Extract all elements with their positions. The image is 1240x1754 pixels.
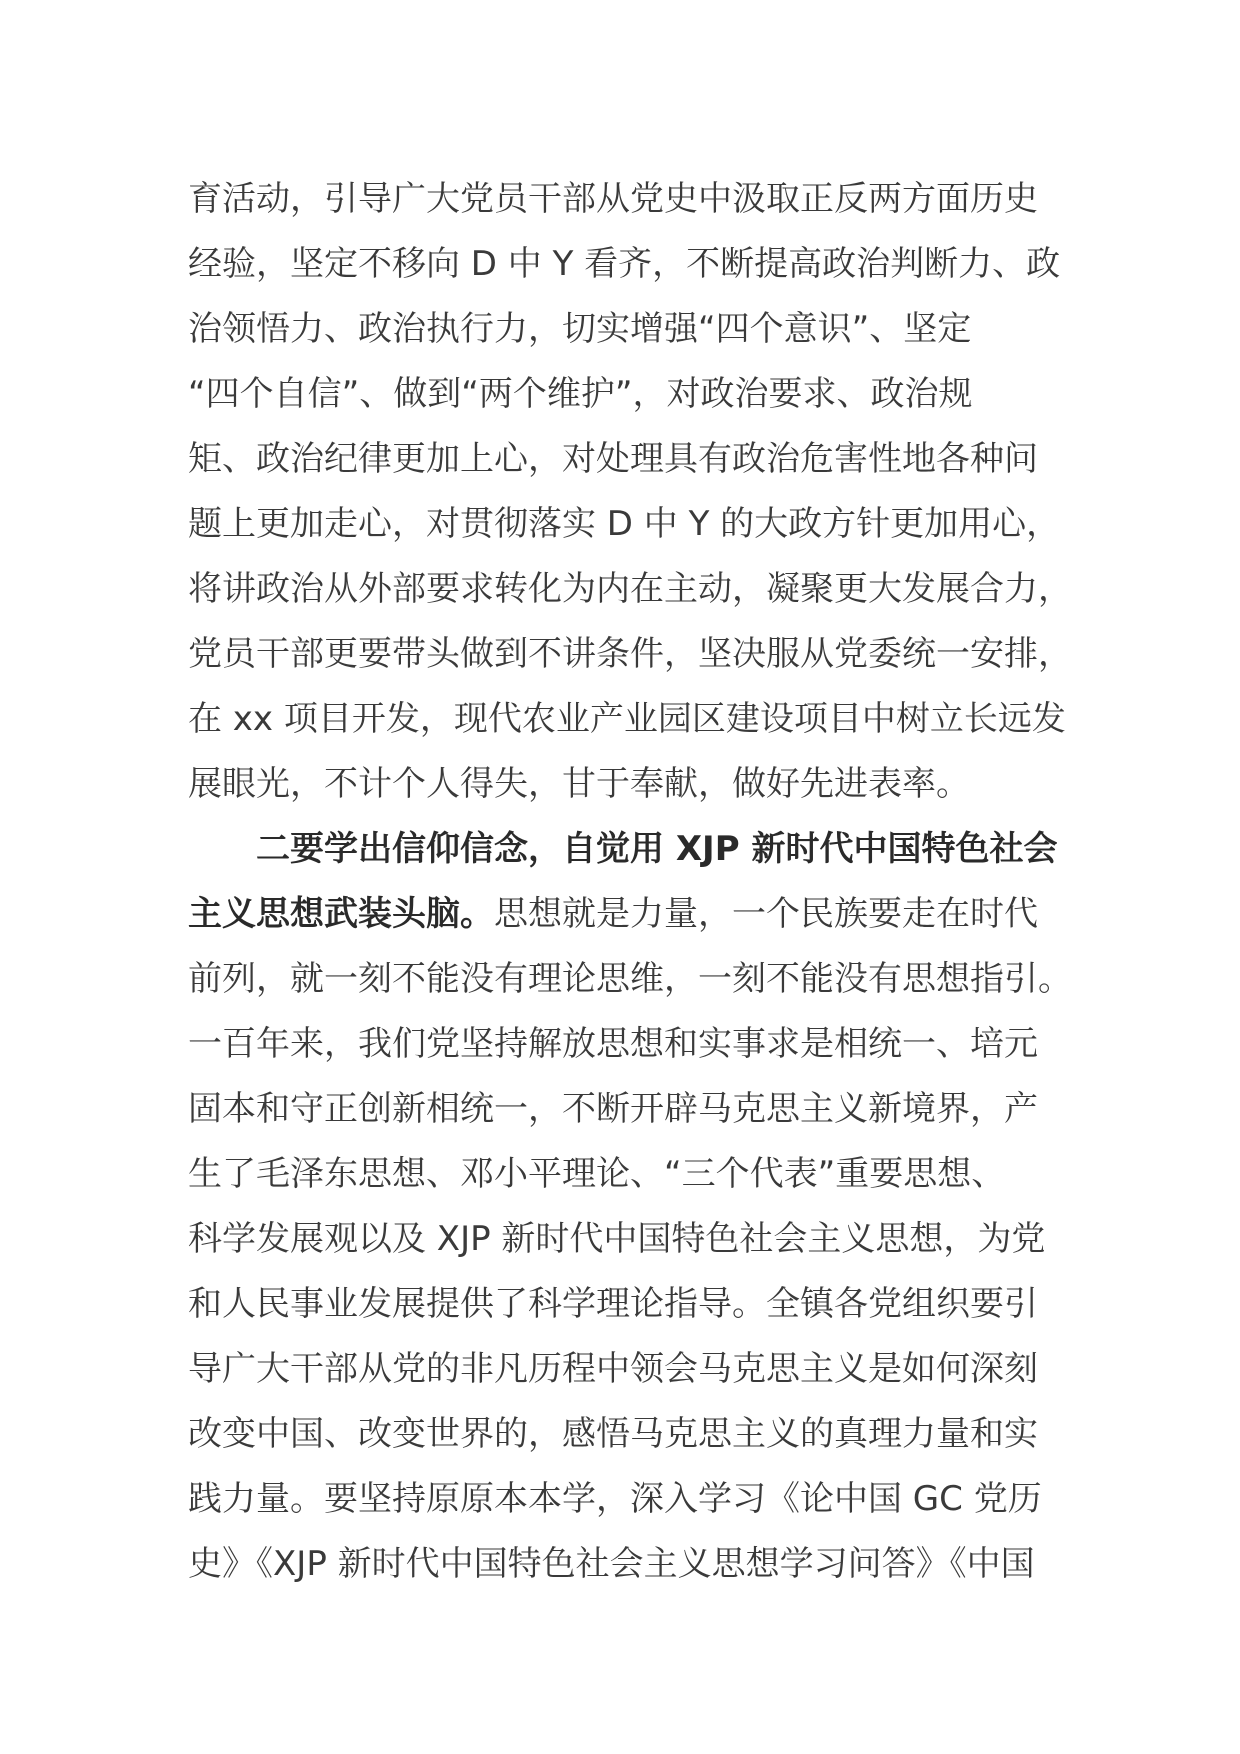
document-body xyxy=(188,167,1072,1597)
text-line: 科学发展观以及 XJP 新时代中国特色社会主义思想，为党 xyxy=(188,1219,1046,1259)
text-line: 育活动，引导广大党员干部从党史中汲取正反两方面历史 xyxy=(188,179,1038,219)
paragraph-1 xyxy=(188,167,1072,817)
text-line: 生了毛泽东思想、邓小平理论、“三个代表”重要思想、 xyxy=(188,1154,1006,1194)
text-line: 前列，就一刻不能没有理论思维，一刻不能没有思想指引。 xyxy=(188,959,1072,999)
text-line: 在 xx 项目开发，现代农业产业园区建设项目中树立长远发 xyxy=(188,699,1066,739)
text-line: 史》《XJP 新时代中国特色社会主义思想学习问答》《中国 xyxy=(188,1544,1035,1584)
paragraph-heading-end: 主义思想武装头脑。 xyxy=(188,894,494,934)
paragraph-heading: 二要学出信仰信念，自觉用 XJP 新时代中国特色社会 xyxy=(256,829,1058,869)
text-line: 改变中国、改变世界的，感悟马克思主义的真理力量和实 xyxy=(188,1414,1038,1454)
text-line: 治领悟力、政治执行力，切实增强“四个意识”、坚定 xyxy=(188,309,972,349)
text-line: 题上更加走心，对贯彻落实 D 中 Y 的大政方针更加用心， xyxy=(188,504,1061,544)
text-line-rest: 思想就是力量，一个民族要走在时代 xyxy=(494,894,1038,934)
text-line: 固本和守正创新相统一，不断开辟马克思主义新境界，产 xyxy=(188,1089,1038,1129)
text-line: 导广大干部从党的非凡历程中领会马克思主义是如何深刻 xyxy=(188,1349,1038,1389)
text-line: 一百年来，我们党坚持解放思想和实事求是相统一、培元 xyxy=(188,1024,1038,1064)
text-line: “四个自信”、做到“两个维护”，对政治要求、政治规 xyxy=(188,374,973,414)
text-line: 展眼光，不计个人得失，甘于奉献，做好先进表率。 xyxy=(188,764,970,804)
text-line: 践力量。要坚持原原本本学，深入学习《论中国 GC 党历 xyxy=(188,1479,1042,1519)
text-line xyxy=(188,882,1058,947)
text-line: 党员干部更要带头做到不讲条件，坚决服从党委统一安排， xyxy=(188,634,1072,674)
paragraph-2 xyxy=(188,817,1072,1597)
text-line: 和人民事业发展提供了科学理论指导。全镇各党组织要引 xyxy=(188,1284,1038,1324)
text-line: 矩、政治纪律更加上心，对处理具有政治危害性地各种问 xyxy=(188,439,1038,479)
text-line: 将讲政治从外部要求转化为内在主动，凝聚更大发展合力， xyxy=(188,569,1072,609)
text-line: 经验，坚定不移向 D 中 Y 看齐，不断提高政治判断力、政 xyxy=(188,244,1061,284)
